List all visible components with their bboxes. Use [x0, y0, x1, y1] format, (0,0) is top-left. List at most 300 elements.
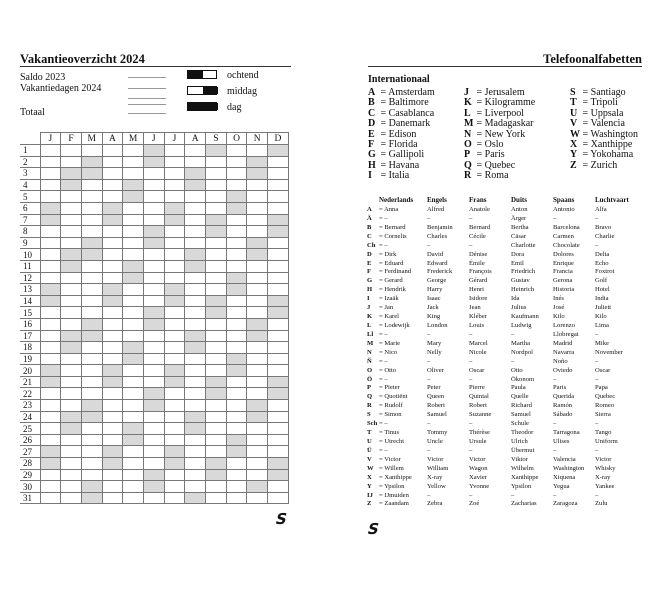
- calendar-cell[interactable]: [61, 237, 82, 249]
- calendar-cell[interactable]: [247, 388, 268, 400]
- calendar-cell[interactable]: [164, 249, 185, 261]
- calendar-cell[interactable]: [185, 330, 206, 342]
- calendar-cell[interactable]: [61, 434, 82, 446]
- calendar-cell[interactable]: [40, 145, 61, 157]
- calendar-cell[interactable]: [206, 307, 227, 319]
- calendar-cell[interactable]: [164, 481, 185, 493]
- calendar-cell[interactable]: [185, 226, 206, 238]
- calendar-cell[interactable]: [185, 272, 206, 284]
- calendar-cell[interactable]: [61, 318, 82, 330]
- calendar-cell[interactable]: [164, 191, 185, 203]
- calendar-cell[interactable]: [81, 272, 102, 284]
- calendar-cell[interactable]: [143, 353, 164, 365]
- calendar-cell[interactable]: [185, 376, 206, 388]
- calendar-cell[interactable]: [206, 446, 227, 458]
- calendar-cell[interactable]: [61, 145, 82, 157]
- calendar-cell[interactable]: [123, 388, 144, 400]
- calendar-cell[interactable]: [226, 481, 247, 493]
- calendar-cell[interactable]: [143, 226, 164, 238]
- calendar-cell[interactable]: [61, 330, 82, 342]
- calendar-cell[interactable]: [268, 481, 289, 493]
- calendar-cell[interactable]: [81, 237, 102, 249]
- calendar-cell[interactable]: [81, 446, 102, 458]
- calendar-cell[interactable]: [185, 400, 206, 412]
- calendar-cell[interactable]: [226, 168, 247, 180]
- calendar-cell[interactable]: [164, 330, 185, 342]
- calendar-cell[interactable]: [123, 249, 144, 261]
- calendar-cell[interactable]: [226, 284, 247, 296]
- calendar-cell[interactable]: [247, 284, 268, 296]
- calendar-cell[interactable]: [164, 388, 185, 400]
- calendar-cell[interactable]: [123, 411, 144, 423]
- calendar-cell[interactable]: [40, 295, 61, 307]
- calendar-cell[interactable]: [226, 214, 247, 226]
- calendar-cell[interactable]: [143, 400, 164, 412]
- calendar-cell[interactable]: [102, 295, 123, 307]
- calendar-cell[interactable]: [123, 226, 144, 238]
- calendar-cell[interactable]: [81, 365, 102, 377]
- calendar-cell[interactable]: [143, 237, 164, 249]
- calendar-cell[interactable]: [247, 179, 268, 191]
- calendar-cell[interactable]: [206, 318, 227, 330]
- calendar-cell[interactable]: [123, 145, 144, 157]
- calendar-cell[interactable]: [102, 168, 123, 180]
- calendar-cell[interactable]: [61, 214, 82, 226]
- calendar-cell[interactable]: [143, 423, 164, 435]
- calendar-cell[interactable]: [123, 214, 144, 226]
- calendar-cell[interactable]: [40, 214, 61, 226]
- calendar-cell[interactable]: [102, 376, 123, 388]
- calendar-cell[interactable]: [61, 423, 82, 435]
- calendar-cell[interactable]: [247, 365, 268, 377]
- calendar-cell[interactable]: [247, 342, 268, 354]
- calendar-cell[interactable]: [123, 458, 144, 470]
- calendar-cell[interactable]: [185, 318, 206, 330]
- calendar-cell[interactable]: [206, 376, 227, 388]
- calendar-cell[interactable]: [143, 284, 164, 296]
- calendar-cell[interactable]: [226, 307, 247, 319]
- calendar-cell[interactable]: [143, 434, 164, 446]
- calendar-cell[interactable]: [247, 214, 268, 226]
- calendar-cell[interactable]: [143, 376, 164, 388]
- calendar-cell[interactable]: [81, 388, 102, 400]
- calendar-cell[interactable]: [247, 481, 268, 493]
- calendar-cell[interactable]: [40, 353, 61, 365]
- calendar-cell[interactable]: [185, 260, 206, 272]
- calendar-cell[interactable]: [268, 318, 289, 330]
- calendar-cell[interactable]: [102, 226, 123, 238]
- calendar-cell[interactable]: [143, 481, 164, 493]
- calendar-cell[interactable]: [123, 330, 144, 342]
- calendar-cell[interactable]: [143, 295, 164, 307]
- calendar-cell[interactable]: [206, 434, 227, 446]
- calendar-cell[interactable]: [206, 400, 227, 412]
- calendar-cell[interactable]: [268, 411, 289, 423]
- calendar-cell[interactable]: [143, 260, 164, 272]
- calendar-cell[interactable]: [81, 330, 102, 342]
- calendar-cell[interactable]: [164, 458, 185, 470]
- calendar-cell[interactable]: [185, 307, 206, 319]
- calendar-cell[interactable]: [206, 342, 227, 354]
- calendar-cell[interactable]: [268, 284, 289, 296]
- calendar-cell[interactable]: [164, 307, 185, 319]
- calendar-cell[interactable]: [226, 365, 247, 377]
- calendar-cell[interactable]: [268, 423, 289, 435]
- calendar-cell[interactable]: [40, 400, 61, 412]
- calendar-cell[interactable]: [226, 342, 247, 354]
- calendar-cell[interactable]: [102, 260, 123, 272]
- calendar-cell[interactable]: [268, 191, 289, 203]
- calendar-cell[interactable]: [143, 446, 164, 458]
- calendar-cell[interactable]: [206, 272, 227, 284]
- calendar-cell[interactable]: [247, 295, 268, 307]
- calendar-cell[interactable]: [143, 156, 164, 168]
- calendar-cell[interactable]: [102, 400, 123, 412]
- calendar-cell[interactable]: [226, 469, 247, 481]
- calendar-cell[interactable]: [268, 272, 289, 284]
- calendar-cell[interactable]: [40, 446, 61, 458]
- calendar-cell[interactable]: [40, 492, 61, 504]
- calendar-cell[interactable]: [123, 446, 144, 458]
- calendar-cell[interactable]: [185, 423, 206, 435]
- calendar-cell[interactable]: [226, 458, 247, 470]
- calendar-cell[interactable]: [226, 145, 247, 157]
- calendar-cell[interactable]: [40, 260, 61, 272]
- calendar-cell[interactable]: [185, 458, 206, 470]
- calendar-cell[interactable]: [206, 237, 227, 249]
- calendar-cell[interactable]: [102, 330, 123, 342]
- calendar-cell[interactable]: [123, 168, 144, 180]
- calendar-cell[interactable]: [102, 249, 123, 261]
- calendar-cell[interactable]: [226, 237, 247, 249]
- calendar-cell[interactable]: [123, 434, 144, 446]
- calendar-cell[interactable]: [61, 272, 82, 284]
- calendar-cell[interactable]: [185, 202, 206, 214]
- calendar-cell[interactable]: [61, 284, 82, 296]
- calendar-cell[interactable]: [40, 423, 61, 435]
- calendar-cell[interactable]: [247, 376, 268, 388]
- calendar-cell[interactable]: [164, 295, 185, 307]
- calendar-cell[interactable]: [247, 145, 268, 157]
- calendar-cell[interactable]: [185, 179, 206, 191]
- calendar-cell[interactable]: [102, 353, 123, 365]
- calendar-cell[interactable]: [226, 226, 247, 238]
- calendar-cell[interactable]: [40, 342, 61, 354]
- calendar-cell[interactable]: [247, 469, 268, 481]
- calendar-cell[interactable]: [226, 388, 247, 400]
- calendar-cell[interactable]: [143, 492, 164, 504]
- calendar-cell[interactable]: [40, 330, 61, 342]
- calendar-cell[interactable]: [40, 388, 61, 400]
- calendar-cell[interactable]: [164, 168, 185, 180]
- calendar-cell[interactable]: [206, 388, 227, 400]
- calendar-cell[interactable]: [40, 365, 61, 377]
- calendar-cell[interactable]: [143, 191, 164, 203]
- calendar-cell[interactable]: [81, 492, 102, 504]
- calendar-cell[interactable]: [61, 226, 82, 238]
- calendar-cell[interactable]: [102, 481, 123, 493]
- calendar-cell[interactable]: [102, 272, 123, 284]
- calendar-cell[interactable]: [81, 423, 102, 435]
- calendar-cell[interactable]: [102, 365, 123, 377]
- calendar-cell[interactable]: [123, 272, 144, 284]
- calendar-cell[interactable]: [61, 191, 82, 203]
- calendar-cell[interactable]: [226, 411, 247, 423]
- calendar-cell[interactable]: [164, 469, 185, 481]
- calendar-cell[interactable]: [123, 295, 144, 307]
- calendar-cell[interactable]: [226, 272, 247, 284]
- calendar-cell[interactable]: [185, 156, 206, 168]
- calendar-cell[interactable]: [164, 353, 185, 365]
- calendar-cell[interactable]: [81, 295, 102, 307]
- calendar-cell[interactable]: [226, 446, 247, 458]
- calendar-cell[interactable]: [143, 307, 164, 319]
- calendar-cell[interactable]: [247, 202, 268, 214]
- calendar-cell[interactable]: [185, 191, 206, 203]
- calendar-cell[interactable]: [268, 249, 289, 261]
- calendar-cell[interactable]: [206, 191, 227, 203]
- calendar-cell[interactable]: [102, 307, 123, 319]
- calendar-cell[interactable]: [81, 145, 102, 157]
- calendar-cell[interactable]: [206, 353, 227, 365]
- calendar-cell[interactable]: [164, 376, 185, 388]
- calendar-cell[interactable]: [123, 179, 144, 191]
- calendar-cell[interactable]: [185, 353, 206, 365]
- calendar-cell[interactable]: [61, 353, 82, 365]
- calendar-cell[interactable]: [143, 411, 164, 423]
- calendar-cell[interactable]: [102, 145, 123, 157]
- calendar-cell[interactable]: [143, 214, 164, 226]
- calendar-cell[interactable]: [81, 226, 102, 238]
- calendar-cell[interactable]: [102, 342, 123, 354]
- calendar-cell[interactable]: [185, 295, 206, 307]
- calendar-cell[interactable]: [247, 446, 268, 458]
- calendar-cell[interactable]: [61, 365, 82, 377]
- calendar-cell[interactable]: [123, 284, 144, 296]
- calendar-cell[interactable]: [40, 318, 61, 330]
- calendar-cell[interactable]: [164, 365, 185, 377]
- calendar-cell[interactable]: [247, 330, 268, 342]
- calendar-cell[interactable]: [268, 492, 289, 504]
- calendar-cell[interactable]: [185, 342, 206, 354]
- calendar-cell[interactable]: [206, 284, 227, 296]
- calendar-cell[interactable]: [268, 260, 289, 272]
- calendar-cell[interactable]: [164, 423, 185, 435]
- calendar-cell[interactable]: [40, 249, 61, 261]
- calendar-cell[interactable]: [268, 469, 289, 481]
- calendar-cell[interactable]: [61, 202, 82, 214]
- calendar-cell[interactable]: [164, 260, 185, 272]
- calendar-cell[interactable]: [61, 400, 82, 412]
- calendar-cell[interactable]: [268, 226, 289, 238]
- calendar-cell[interactable]: [61, 492, 82, 504]
- calendar-cell[interactable]: [185, 434, 206, 446]
- calendar-cell[interactable]: [81, 318, 102, 330]
- calendar-cell[interactable]: [247, 249, 268, 261]
- calendar-cell[interactable]: [226, 353, 247, 365]
- calendar-cell[interactable]: [247, 400, 268, 412]
- calendar-cell[interactable]: [102, 156, 123, 168]
- calendar-cell[interactable]: [102, 214, 123, 226]
- calendar-cell[interactable]: [143, 145, 164, 157]
- calendar-cell[interactable]: [185, 481, 206, 493]
- calendar-cell[interactable]: [123, 481, 144, 493]
- calendar-cell[interactable]: [226, 400, 247, 412]
- calendar-cell[interactable]: [268, 156, 289, 168]
- calendar-cell[interactable]: [164, 237, 185, 249]
- calendar-cell[interactable]: [81, 376, 102, 388]
- calendar-cell[interactable]: [40, 481, 61, 493]
- calendar-cell[interactable]: [123, 342, 144, 354]
- calendar-cell[interactable]: [40, 191, 61, 203]
- calendar-cell[interactable]: [185, 284, 206, 296]
- calendar-cell[interactable]: [61, 481, 82, 493]
- calendar-cell[interactable]: [185, 237, 206, 249]
- calendar-cell[interactable]: [102, 191, 123, 203]
- calendar-cell[interactable]: [247, 226, 268, 238]
- calendar-cell[interactable]: [226, 295, 247, 307]
- calendar-cell[interactable]: [206, 365, 227, 377]
- calendar-cell[interactable]: [268, 458, 289, 470]
- calendar-cell[interactable]: [164, 446, 185, 458]
- calendar-cell[interactable]: [226, 191, 247, 203]
- calendar-cell[interactable]: [61, 342, 82, 354]
- calendar-cell[interactable]: [143, 365, 164, 377]
- calendar-cell[interactable]: [143, 318, 164, 330]
- calendar-cell[interactable]: [164, 179, 185, 191]
- calendar-cell[interactable]: [61, 469, 82, 481]
- calendar-cell[interactable]: [143, 202, 164, 214]
- calendar-cell[interactable]: [268, 214, 289, 226]
- calendar-cell[interactable]: [81, 411, 102, 423]
- calendar-cell[interactable]: [81, 342, 102, 354]
- calendar-cell[interactable]: [247, 156, 268, 168]
- calendar-cell[interactable]: [185, 388, 206, 400]
- calendar-cell[interactable]: [102, 318, 123, 330]
- calendar-cell[interactable]: [206, 145, 227, 157]
- calendar-cell[interactable]: [268, 168, 289, 180]
- calendar-cell[interactable]: [143, 330, 164, 342]
- calendar-cell[interactable]: [61, 458, 82, 470]
- calendar-cell[interactable]: [123, 353, 144, 365]
- calendar-cell[interactable]: [206, 249, 227, 261]
- calendar-cell[interactable]: [164, 492, 185, 504]
- calendar-cell[interactable]: [247, 318, 268, 330]
- calendar-cell[interactable]: [143, 458, 164, 470]
- calendar-cell[interactable]: [185, 446, 206, 458]
- calendar-cell[interactable]: [102, 458, 123, 470]
- calendar-cell[interactable]: [102, 492, 123, 504]
- calendar-cell[interactable]: [143, 249, 164, 261]
- calendar-cell[interactable]: [143, 168, 164, 180]
- calendar-cell[interactable]: [268, 202, 289, 214]
- calendar-cell[interactable]: [206, 202, 227, 214]
- calendar-cell[interactable]: [102, 237, 123, 249]
- calendar-cell[interactable]: [206, 226, 227, 238]
- calendar-cell[interactable]: [268, 388, 289, 400]
- calendar-cell[interactable]: [185, 365, 206, 377]
- calendar-cell[interactable]: [164, 145, 185, 157]
- calendar-cell[interactable]: [206, 168, 227, 180]
- calendar-cell[interactable]: [247, 237, 268, 249]
- calendar-cell[interactable]: [123, 469, 144, 481]
- calendar-cell[interactable]: [143, 272, 164, 284]
- calendar-cell[interactable]: [81, 214, 102, 226]
- calendar-cell[interactable]: [247, 168, 268, 180]
- calendar-cell[interactable]: [102, 469, 123, 481]
- calendar-cell[interactable]: [81, 353, 102, 365]
- calendar-cell[interactable]: [206, 260, 227, 272]
- calendar-cell[interactable]: [268, 342, 289, 354]
- calendar-cell[interactable]: [40, 156, 61, 168]
- calendar-cell[interactable]: [81, 260, 102, 272]
- calendar-cell[interactable]: [206, 469, 227, 481]
- calendar-cell[interactable]: [61, 376, 82, 388]
- calendar-cell[interactable]: [247, 353, 268, 365]
- calendar-cell[interactable]: [185, 492, 206, 504]
- calendar-cell[interactable]: [185, 411, 206, 423]
- calendar-cell[interactable]: [164, 400, 185, 412]
- calendar-cell[interactable]: [164, 342, 185, 354]
- calendar-cell[interactable]: [185, 168, 206, 180]
- calendar-cell[interactable]: [81, 458, 102, 470]
- calendar-cell[interactable]: [40, 168, 61, 180]
- calendar-cell[interactable]: [226, 330, 247, 342]
- calendar-cell[interactable]: [81, 434, 102, 446]
- calendar-cell[interactable]: [102, 411, 123, 423]
- calendar-cell[interactable]: [226, 423, 247, 435]
- calendar-cell[interactable]: [123, 156, 144, 168]
- calendar-cell[interactable]: [247, 434, 268, 446]
- calendar-cell[interactable]: [268, 376, 289, 388]
- calendar-cell[interactable]: [102, 446, 123, 458]
- calendar-cell[interactable]: [123, 318, 144, 330]
- calendar-cell[interactable]: [123, 307, 144, 319]
- calendar-cell[interactable]: [61, 446, 82, 458]
- calendar-cell[interactable]: [247, 307, 268, 319]
- calendar-cell[interactable]: [81, 202, 102, 214]
- calendar-cell[interactable]: [206, 179, 227, 191]
- calendar-cell[interactable]: [61, 179, 82, 191]
- calendar-cell[interactable]: [40, 411, 61, 423]
- calendar-cell[interactable]: [185, 469, 206, 481]
- calendar-cell[interactable]: [40, 226, 61, 238]
- calendar-cell[interactable]: [226, 202, 247, 214]
- calendar-cell[interactable]: [40, 237, 61, 249]
- calendar-cell[interactable]: [123, 365, 144, 377]
- calendar-cell[interactable]: [268, 295, 289, 307]
- calendar-cell[interactable]: [61, 307, 82, 319]
- calendar-cell[interactable]: [81, 249, 102, 261]
- calendar-cell[interactable]: [123, 191, 144, 203]
- calendar-cell[interactable]: [247, 492, 268, 504]
- calendar-cell[interactable]: [123, 260, 144, 272]
- calendar-cell[interactable]: [247, 458, 268, 470]
- calendar-cell[interactable]: [206, 423, 227, 435]
- calendar-cell[interactable]: [268, 434, 289, 446]
- calendar-cell[interactable]: [164, 226, 185, 238]
- calendar-cell[interactable]: [164, 434, 185, 446]
- calendar-cell[interactable]: [40, 202, 61, 214]
- calendar-cell[interactable]: [102, 434, 123, 446]
- calendar-cell[interactable]: [206, 156, 227, 168]
- calendar-cell[interactable]: [164, 318, 185, 330]
- calendar-cell[interactable]: [268, 307, 289, 319]
- calendar-cell[interactable]: [206, 295, 227, 307]
- calendar-cell[interactable]: [40, 434, 61, 446]
- calendar-cell[interactable]: [185, 249, 206, 261]
- calendar-cell[interactable]: [102, 284, 123, 296]
